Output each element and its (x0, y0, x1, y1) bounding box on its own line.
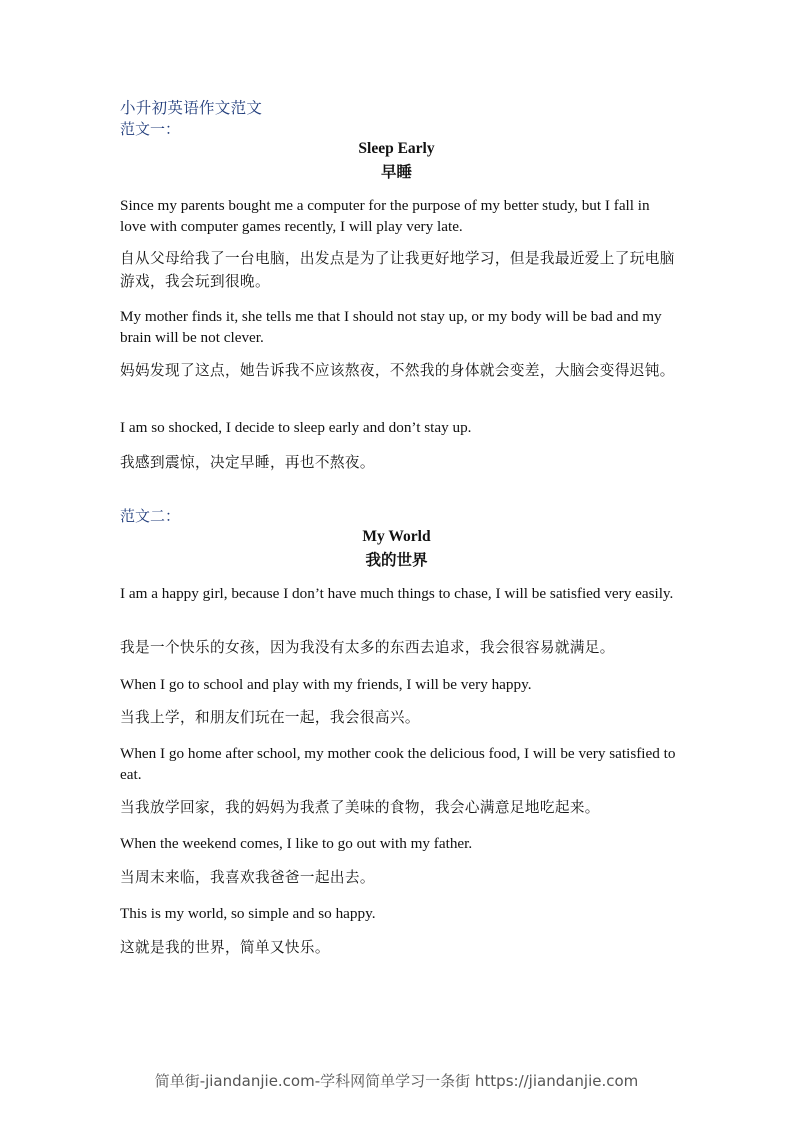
essay1-paragraph: 自从父母给我了一台电脑，出发点是为了让我更好地学习，但是我最近爱上了玩电脑游戏，我会玩到很晚。 (120, 250, 675, 290)
essay2-paragraph: 当周末来临，我喜欢我爸爸一起出去。 (120, 869, 375, 886)
document-title: 小升初英语作文范文 (120, 99, 263, 117)
footer-watermark: 简单街-jiandanjie.com-学科网简单学习一条街 https://jiandanjie.com (154, 1072, 639, 1090)
essay2-paragraph: 我是一个快乐的女孩，因为我没有太多的东西去追求，我会很容易就满足。 (120, 639, 615, 656)
essay1-label: 范文一： (120, 120, 181, 138)
essay2-paragraph: 当我放学回家，我的妈妈为我煮了美味的食物，我会心满意足地吃起来。 (120, 799, 600, 816)
essay2-paragraph: This is my world, so simple and so happy. (120, 905, 376, 922)
essay2-paragraph: 当我上学，和朋友们玩在一起，我会很高兴。 (120, 709, 420, 726)
essay2-paragraph: When I go to school and play with my friends, I will be very happy. (120, 676, 532, 693)
essay2-paragraph: When the weekend comes, I like to go out with my father. (120, 835, 473, 852)
essay1-title-zh: 早睡 (380, 163, 412, 181)
essay1-paragraph: 我感到震惊，决定早睡，再也不熬夜。 (120, 454, 375, 471)
essay1-title-en: Sleep Early (358, 140, 435, 157)
essay1-paragraph: My mother finds it, she tells me that I should not stay up, or my body will be bad and my brain will be not clever. (120, 308, 662, 346)
essay2-paragraph: I am a happy girl, because I don’t have much things to chase, I will be satisfied very easily. (120, 585, 674, 602)
essay2-label: 范文二： (120, 507, 181, 525)
essay2-paragraph: 这就是我的世界，简单又快乐。 (120, 939, 330, 956)
essay1-paragraph: Since my parents bought me a computer for the purpose of my better study, but I fall in love with computer games recently, I will play very late. (120, 197, 650, 235)
essay1-paragraph: 妈妈发现了这点，她告诉我不应该熬夜，不然我的身体就会变差，大脑会变得迟钝。 (120, 362, 675, 379)
essay1-paragraph: I am so shocked, I decide to sleep early and don’t stay up. (120, 419, 472, 436)
essay2-title-en: My World (362, 528, 431, 545)
essay2-paragraph: When I go home after school, my mother cook the delicious food, I will be very satisfied to eat. (120, 745, 676, 783)
essay2-title-zh: 我的世界 (365, 551, 428, 569)
